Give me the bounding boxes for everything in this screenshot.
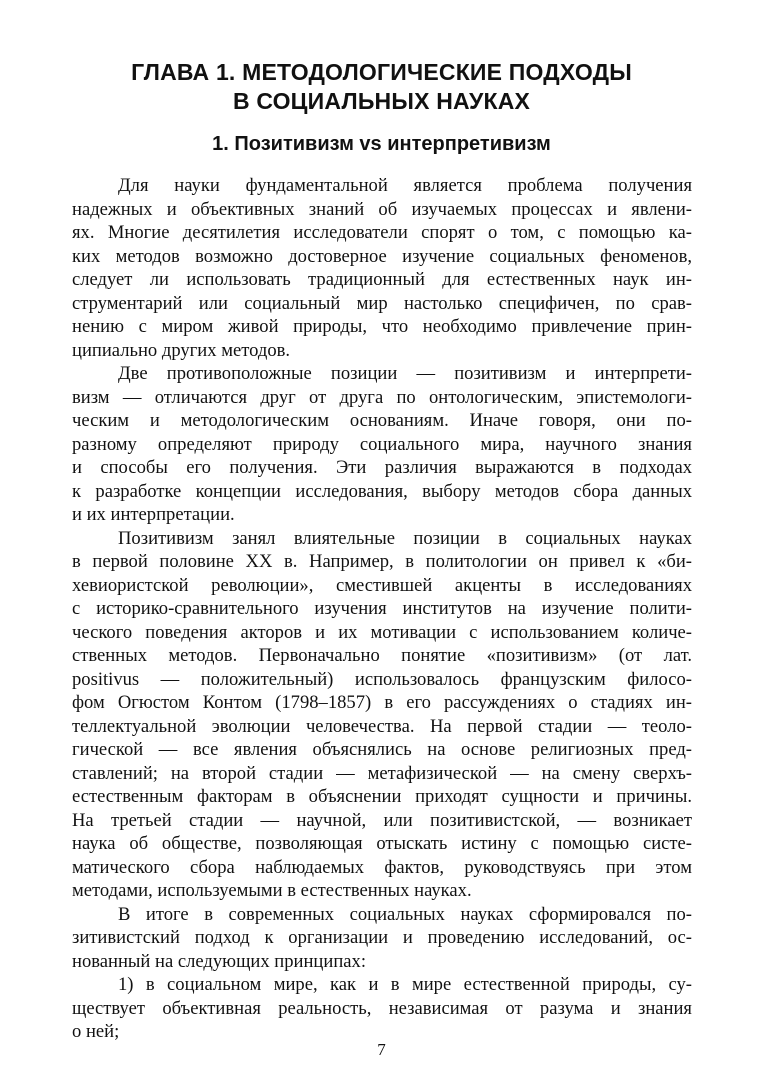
- text-line: визм — отличаются друг от друга по онтологическим, эпистемологи-: [72, 386, 692, 408]
- chapter-title: [70, 58, 693, 116]
- text-line: струментарий или социальный мир настолько специфичен, по срав-: [72, 292, 692, 314]
- text-line: разному определяют природу социального мира, научного знания: [72, 433, 692, 455]
- text-line: Две противоположные позиции — позитивизм и интерпрети-: [118, 363, 692, 384]
- text-line: 1) в социальном мире, как и в мире естественной природы, су-: [118, 974, 692, 995]
- text-line: в первой половине XX в. Например, в политологии он привел к «би-: [72, 551, 692, 572]
- text-line: о ней;: [72, 1021, 120, 1042]
- text-line: ческим и методологическим основаниям. Иначе говоря, они по-: [72, 410, 692, 431]
- text-line: и их интерпретации.: [72, 504, 235, 525]
- text-line: наука об обществе, позволяющая отыскать истину с помощью систе-: [72, 833, 692, 854]
- section-title: 1. Позитивизм vs интерпретивизм: [212, 133, 551, 155]
- text-line: ственных методов. Первоначально понятие «позитивизм» (от лат.: [72, 645, 692, 666]
- page-number: 7: [377, 1040, 386, 1059]
- text-line: ществует объективная реальность, независимая от разума и знания: [72, 997, 692, 1019]
- text-line: следует ли использовать традиционный для естественных наук ин-: [72, 269, 692, 290]
- text-line: Позитивизм занял влиятельные позиции в социальных науках: [118, 527, 692, 549]
- text-line: Для науки фундаментальной является проблема получения: [118, 175, 692, 196]
- text-line: ях. Многие десятилетия исследователи спорят о том, с помощью ка-: [72, 222, 692, 243]
- text-line: зитивистский подход к организации и проведению исследований, ос-: [72, 927, 692, 948]
- chapter-title-line-1: ГЛАВА 1. МЕТОДОЛОГИЧЕСКИЕ ПОДХОДЫ: [131, 59, 632, 85]
- text-line: с историко-сравнительного изучения институтов на изучение полити-: [72, 598, 692, 619]
- text-line: гической — все явления объяснялись на основе религиозных пред-: [72, 739, 692, 760]
- text-line: естественным факторам в объяснении приходят сущности и причины.: [72, 786, 692, 807]
- text-line: В итоге в современных социальных науках сформировался по-: [118, 903, 692, 925]
- text-line: ческого поведения акторов и их мотивации с использованием количе-: [72, 621, 692, 643]
- text-line: ципиально других методов.: [72, 339, 291, 361]
- text-line: и способы его получения. Эти различия выражаются в подходах: [72, 457, 692, 478]
- text-line: нению с миром живой природы, что необходимо привлечение прин-: [72, 316, 692, 337]
- text-line: матического сбора наблюдаемых фактов, руководствуясь при этом: [72, 856, 692, 878]
- body-text: [72, 174, 692, 1044]
- text-line: надежных и объективных знаний об изучаемых процессах и явлени-: [72, 198, 692, 220]
- text-line: ставлений; на второй стадии — метафизической — на смену сверхъ-: [72, 762, 692, 784]
- text-line: На третьей стадии — научной, или позитивистской, — возникает: [72, 809, 692, 831]
- text-line: методами, используемыми в естественных науках.: [72, 880, 472, 901]
- text-line: positivus — положительный) использовалось французским филосо-: [72, 668, 692, 690]
- text-line: фом Огюстом Контом (1798–1857) в его рассуждениях о стадиях ин-: [72, 692, 692, 713]
- text-line: хевиористской революции», сместившей акценты в исследованиях: [72, 574, 692, 596]
- text-line: нованный на следующих принципах:: [72, 950, 366, 972]
- text-line: к разработке концепции исследования, выбору методов сбора данных: [72, 480, 692, 502]
- text-line: ких методов возможно достоверное изучение социальных феноменов,: [72, 245, 692, 267]
- chapter-title-line-2: В СОЦИАЛЬНЫХ НАУКАХ: [232, 88, 531, 114]
- text-line: теллектуальной эволюции человечества. На первой стадии — теоло-: [72, 715, 692, 737]
